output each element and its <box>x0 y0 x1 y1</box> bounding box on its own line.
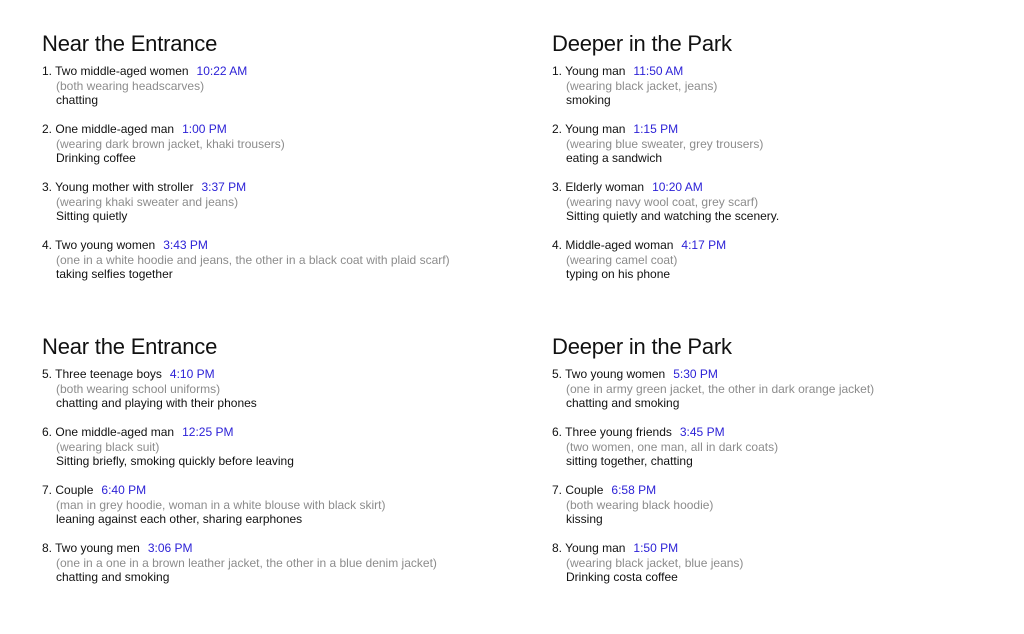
entry-clothing: (wearing camel coat) <box>566 252 678 267</box>
entry-number: 6. <box>42 425 53 439</box>
list-item <box>552 483 1022 527</box>
entry-subject: Young mother with stroller <box>55 180 194 194</box>
entry-number: 4. <box>552 238 563 252</box>
entry-clothing: (both wearing black hoodie) <box>566 497 714 512</box>
entry-time: 3:06 PM <box>147 541 193 555</box>
entry-number: 1. <box>552 64 563 78</box>
list-item <box>42 180 512 224</box>
entry-activity: taking selfies together <box>56 267 173 281</box>
entry-clothing: (wearing navy wool coat, grey scarf) <box>566 194 759 209</box>
section-entrance-bottom <box>42 335 512 599</box>
section-title: Deeper in the Park <box>552 31 732 56</box>
entry-time: 3:37 PM <box>201 180 247 194</box>
entry-subject: Three young friends <box>565 425 672 439</box>
entry-time: 11:50 AM <box>633 64 684 78</box>
list-item <box>42 425 512 469</box>
entry-subject: Three teenage boys <box>55 367 162 381</box>
list-item <box>552 425 1022 469</box>
entry-number: 4. <box>42 238 53 252</box>
entry-time: 3:45 PM <box>679 425 725 439</box>
list-item <box>552 238 1022 282</box>
section-title: Near the Entrance <box>42 334 218 359</box>
entry-time: 5:30 PM <box>673 367 718 381</box>
entry-header <box>552 367 1022 382</box>
entry-number: 7. <box>42 483 53 497</box>
list-item <box>552 367 1022 411</box>
entry-activity: kissing <box>566 512 603 526</box>
entry-clothing: (one in a one in a brown leather jacket, the other in a blue denim jacket) <box>56 555 437 570</box>
entry-activity: leaning against each other, sharing earphones <box>56 512 303 526</box>
entry-header <box>42 367 512 382</box>
entry-number: 8. <box>42 541 53 555</box>
entry-subject: Couple <box>565 483 604 497</box>
entry-activity: sitting together, chatting <box>566 454 693 468</box>
observation-list <box>42 367 512 585</box>
list-item <box>42 122 512 166</box>
entry-subject: Young man <box>565 122 626 136</box>
entry-subject: One middle-aged man <box>55 122 175 136</box>
entry-time: 10:22 AM <box>196 64 248 78</box>
entry-number: 3. <box>552 180 563 194</box>
entry-activity: chatting and smoking <box>566 396 680 410</box>
entry-header <box>42 541 512 556</box>
entry-activity: Drinking coffee <box>56 151 136 165</box>
entry-subject: Young man <box>565 64 626 78</box>
entry-clothing: (one in a white hoodie and jeans, the other in a black coat with plaid scarf) <box>56 252 450 267</box>
entry-header <box>42 238 512 253</box>
list-item <box>42 238 512 282</box>
observation-list <box>552 64 1022 282</box>
entry-subject: Young man <box>565 541 626 555</box>
entry-time: 6:58 PM <box>611 483 657 497</box>
entry-number: 6. <box>552 425 563 439</box>
entry-subject: Couple <box>55 483 94 497</box>
section-deeper-bottom <box>552 335 1022 599</box>
entry-number: 2. <box>552 122 563 136</box>
entry-header <box>42 64 512 79</box>
entry-number: 2. <box>42 122 53 136</box>
entry-clothing: (wearing black jacket, jeans) <box>566 78 718 93</box>
entry-activity: Sitting briefly, smoking quickly before leaving <box>56 454 294 468</box>
entry-activity: Sitting quietly and watching the scenery. <box>566 209 780 223</box>
section-entrance-top <box>42 32 512 296</box>
list-item <box>552 180 1022 224</box>
entry-subject: Two middle-aged women <box>55 64 189 78</box>
observation-list <box>42 64 512 282</box>
entry-clothing: (wearing black jacket, blue jeans) <box>566 555 744 570</box>
entry-time: 3:43 PM <box>163 238 208 252</box>
entry-header <box>552 483 1022 498</box>
entry-number: 7. <box>552 483 563 497</box>
entry-clothing: (both wearing headscarves) <box>56 78 205 93</box>
entry-header <box>552 122 1022 137</box>
entry-header <box>552 64 1022 79</box>
entry-clothing: (one in army green jacket, the other in dark orange jacket) <box>566 381 875 396</box>
section-deeper-top <box>552 32 1022 296</box>
list-item <box>42 367 512 411</box>
entry-clothing: (wearing dark brown jacket, khaki trousers) <box>56 136 285 151</box>
entry-clothing: (wearing blue sweater, grey trousers) <box>566 136 764 151</box>
entry-clothing: (wearing khaki sweater and jeans) <box>56 194 239 209</box>
entry-number: 5. <box>552 367 563 381</box>
entry-number: 5. <box>42 367 53 381</box>
entry-time: 1:00 PM <box>182 122 227 136</box>
entry-time: 6:40 PM <box>101 483 147 497</box>
observation-list <box>552 367 1022 585</box>
section-title: Near the Entrance <box>42 31 218 56</box>
entry-activity: Drinking costa coffee <box>566 570 678 584</box>
entry-clothing: (man in grey hoodie, woman in a white blouse with black skirt) <box>56 497 386 512</box>
entry-header <box>42 483 512 498</box>
entry-header <box>42 180 512 195</box>
entry-number: 8. <box>552 541 563 555</box>
entry-header <box>42 122 512 137</box>
entry-header <box>552 425 1022 440</box>
entry-subject: Middle-aged woman <box>565 238 674 252</box>
entry-time: 1:15 PM <box>633 122 679 136</box>
entry-clothing: (wearing black suit) <box>56 439 160 454</box>
entry-activity: typing on his phone <box>566 267 671 281</box>
entry-header <box>42 425 512 440</box>
entry-time: 10:20 AM <box>652 180 703 194</box>
entry-header <box>552 180 1022 195</box>
entry-clothing: (both wearing school uniforms) <box>56 381 221 396</box>
entry-activity: Sitting quietly <box>56 209 128 223</box>
entry-time: 4:10 PM <box>169 367 215 381</box>
entry-subject: One middle-aged man <box>55 425 175 439</box>
list-item <box>42 64 512 108</box>
list-item <box>42 541 512 585</box>
entry-subject: Two young women <box>55 238 156 252</box>
entry-activity: eating a sandwich <box>566 151 663 165</box>
entry-time: 4:17 PM <box>681 238 727 252</box>
entry-activity: chatting and smoking <box>56 570 170 584</box>
list-item <box>552 122 1022 166</box>
entry-time: 1:50 PM <box>633 541 679 555</box>
entry-header <box>552 238 1022 253</box>
entry-activity: chatting <box>56 93 99 107</box>
entry-number: 1. <box>42 64 53 78</box>
entry-subject: Two young men <box>55 541 140 555</box>
entry-clothing: (two women, one man, all in dark coats) <box>566 439 779 454</box>
entry-subject: Elderly woman <box>565 180 645 194</box>
entry-subject: Two young women <box>565 367 666 381</box>
entry-header <box>552 541 1022 556</box>
list-item <box>552 64 1022 108</box>
entry-activity: smoking <box>566 93 611 107</box>
entry-number: 3. <box>42 180 53 194</box>
entry-time: 12:25 PM <box>182 425 234 439</box>
list-item <box>552 541 1022 585</box>
section-title: Deeper in the Park <box>552 334 732 359</box>
entry-activity: chatting and playing with their phones <box>56 396 257 410</box>
list-item <box>42 483 512 527</box>
